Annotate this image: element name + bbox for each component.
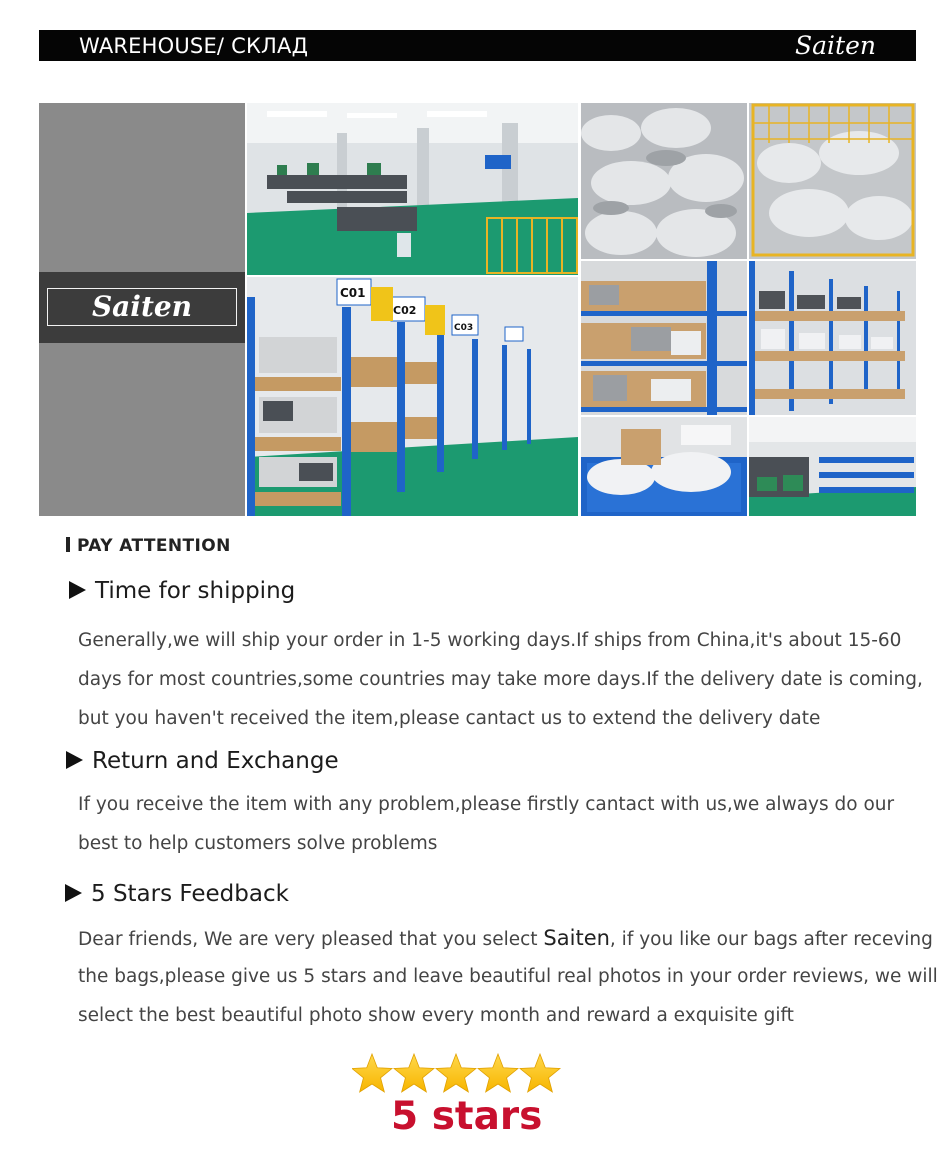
- star-icon: [352, 1054, 392, 1092]
- play-arrow-icon: [69, 581, 86, 599]
- boxed-shelves-photo: [581, 261, 747, 415]
- star-icon: [520, 1054, 560, 1092]
- banner-title: WAREHOUSE/ СКЛАД: [79, 34, 309, 58]
- feedback-title-text: 5 Stars Feedback: [91, 881, 289, 907]
- banner-brand-logo: Saiten: [795, 31, 876, 60]
- shipping-time-title: [69, 578, 295, 604]
- return-exchange-title-text: Return and Exchange: [92, 748, 339, 774]
- feedback-line-2: the bags,please give us 5 stars and leave beautiful real photos in your order reviews, we will: [78, 966, 938, 987]
- brand-band: [39, 272, 245, 343]
- brand-panel: [39, 103, 245, 516]
- warehouse-floor-photo: [749, 417, 916, 516]
- five-star-rating: [352, 1052, 562, 1096]
- shipping-time-line-3: but you haven't received the item,please cantact us to extend the delivery date: [78, 708, 821, 729]
- shelf-label-c03: C03: [454, 323, 474, 333]
- packing-bin-photo: [581, 417, 747, 516]
- parcel-cage-photo: [749, 103, 916, 259]
- shelf-label-c01: C01: [340, 286, 366, 300]
- shipping-time-line-2: days for most countries,some countries may take more days.If the delivery date is coming,: [78, 669, 923, 690]
- storage-shelving-photo: [247, 277, 578, 516]
- feedback-line-1-start: Dear friends, We are very pleased that you select: [78, 929, 544, 950]
- shelf-label-c02: C02: [393, 304, 417, 317]
- play-arrow-icon: [65, 884, 82, 902]
- packed-parcels-photo: [581, 103, 747, 259]
- header-banner: [39, 30, 916, 61]
- heading-bar: [66, 537, 70, 552]
- star-icon: [394, 1054, 434, 1092]
- inline-brand-name: Saiten: [543, 926, 610, 950]
- bagged-shelves-photo: [749, 261, 916, 415]
- warehouse-workstation-photo: [247, 103, 578, 275]
- return-exchange-title: [66, 748, 339, 774]
- feedback-line-1: [78, 926, 933, 950]
- shipping-time-line-1: Generally,we will ship your order in 1-5 working days.If ships from China,it's about 15-60: [78, 630, 902, 651]
- warehouse-gallery: [39, 103, 916, 516]
- pay-attention-text: PAY ATTENTION: [77, 536, 231, 556]
- play-arrow-icon: [66, 751, 83, 769]
- five-stars-label: 5 stars: [391, 1094, 543, 1139]
- star-icon: [436, 1054, 476, 1092]
- return-exchange-line-1: If you receive the item with any problem,please firstly cantact with us,we always do our: [78, 794, 895, 815]
- feedback-line-1-end: , if you like our bags after receving: [609, 929, 933, 950]
- pay-attention-heading: [66, 536, 231, 556]
- feedback-line-3: select the best beautiful photo show every month and reward a exquisite gift: [78, 1005, 794, 1026]
- shipping-time-title-text: Time for shipping: [95, 578, 296, 604]
- feedback-title: [65, 881, 289, 907]
- return-exchange-line-2: best to help customers solve problems: [78, 833, 438, 854]
- star-icon: [478, 1054, 518, 1092]
- brand-logo: Saiten: [47, 288, 237, 326]
